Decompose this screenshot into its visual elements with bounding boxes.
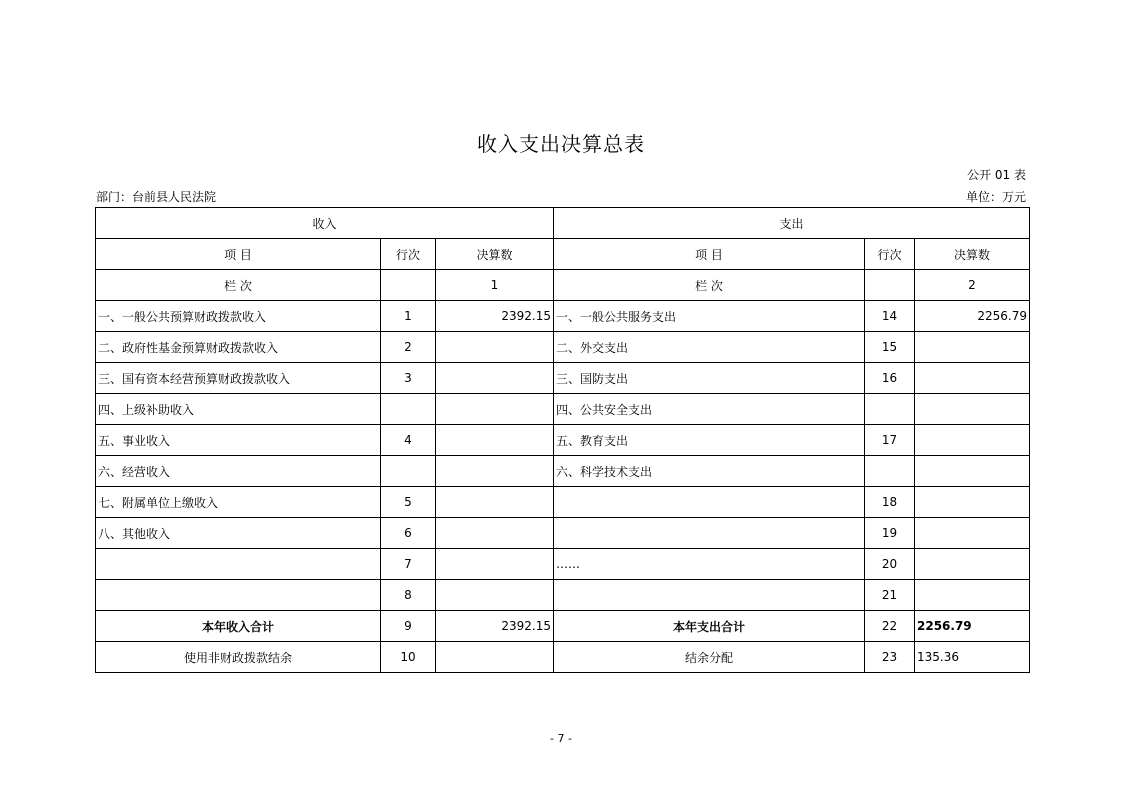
income-row-no-cell: 7: [381, 549, 436, 580]
expense-row-no-cell: [865, 394, 915, 425]
income-amount-cell: [436, 332, 554, 363]
income-item-cell: 四、上级补助收入: [96, 394, 381, 425]
table-row: [96, 549, 1030, 580]
expense-amount-cell: [915, 518, 1030, 549]
expense-row-no-cell: 20: [865, 549, 915, 580]
expense-amount-cell: [915, 394, 1030, 425]
expense-row-no-cell: 21: [865, 580, 915, 611]
income-row-no-cell: 2: [381, 332, 436, 363]
income-column-index-blank: [381, 270, 436, 301]
table-row: [96, 580, 1030, 611]
income-amount-cell: 2392.15: [436, 301, 554, 332]
table-row: [96, 363, 1030, 394]
balance-distribution-label: 结余分配: [554, 642, 865, 673]
unit-label: 单位：万元: [965, 190, 1026, 204]
income-amount-cell: [436, 425, 554, 456]
expense-row-no-cell: 18: [865, 487, 915, 518]
column-index-row: [96, 270, 1030, 301]
income-item-cell: [96, 580, 381, 611]
income-total-amount: 2392.15: [436, 611, 554, 642]
form-number: 公开 01 表: [967, 168, 1026, 182]
total-row: [96, 611, 1030, 642]
table-row: [96, 394, 1030, 425]
expense-section-header: 支出: [554, 208, 1030, 239]
income-amount-cell: [436, 394, 554, 425]
expense-amount-cell: [915, 549, 1030, 580]
expense-amount-cell: [915, 580, 1030, 611]
income-amount-cell: [436, 363, 554, 394]
income-amount-header: 决算数: [436, 239, 554, 270]
non-fiscal-balance-amount: [436, 642, 554, 673]
income-row-no-cell: 6: [381, 518, 436, 549]
section-header-row: [96, 208, 1030, 239]
income-item-cell: [96, 549, 381, 580]
column-header-row: [96, 239, 1030, 270]
expense-total-amount: 2256.79: [915, 611, 1030, 642]
expense-item-cell: 二、外交支出: [554, 332, 865, 363]
income-column-number: 1: [436, 270, 554, 301]
expense-item-cell: 三、国防支出: [554, 363, 865, 394]
balance-row: [96, 642, 1030, 673]
expense-row-no-header: 行次: [865, 239, 915, 270]
income-row-no-cell: [381, 456, 436, 487]
income-amount-cell: [436, 456, 554, 487]
expense-item-cell: ……: [554, 549, 865, 580]
income-item-cell: 五、事业收入: [96, 425, 381, 456]
income-item-header: 项 目: [96, 239, 381, 270]
expense-amount-cell: [915, 487, 1030, 518]
table-row: [96, 301, 1030, 332]
expense-row-no-cell: 16: [865, 363, 915, 394]
non-fiscal-balance-label: 使用非财政拨款结余: [96, 642, 381, 673]
income-item-cell: 三、国有资本经营预算财政拨款收入: [96, 363, 381, 394]
income-item-cell: 六、经营收入: [96, 456, 381, 487]
income-section-header: 收入: [96, 208, 554, 239]
income-row-no-cell: 8: [381, 580, 436, 611]
department-label: 部门：台前县人民法院: [96, 190, 217, 204]
income-item-cell: 八、其他收入: [96, 518, 381, 549]
non-fiscal-balance-row-no: 10: [381, 642, 436, 673]
expense-row-no-cell: 17: [865, 425, 915, 456]
income-item-cell: 二、政府性基金预算财政拨款收入: [96, 332, 381, 363]
expense-row-no-cell: 15: [865, 332, 915, 363]
income-column-index-label: 栏 次: [96, 270, 381, 301]
expense-column-number: 2: [915, 270, 1030, 301]
income-row-no-cell: [381, 394, 436, 425]
table-row: [96, 332, 1030, 363]
expense-total-label: 本年支出合计: [554, 611, 865, 642]
income-total-row-no: 9: [381, 611, 436, 642]
income-amount-cell: [436, 580, 554, 611]
expense-row-no-cell: 19: [865, 518, 915, 549]
expense-amount-cell: [915, 456, 1030, 487]
expense-amount-cell: 2256.79: [915, 301, 1030, 332]
income-amount-cell: [436, 549, 554, 580]
income-row-no-cell: 5: [381, 487, 436, 518]
income-amount-cell: [436, 487, 554, 518]
expense-item-cell: [554, 487, 865, 518]
expense-amount-cell: [915, 363, 1030, 394]
table-row: [96, 518, 1030, 549]
expense-item-cell: 四、公共安全支出: [554, 394, 865, 425]
table-row: [96, 487, 1030, 518]
balance-distribution-row-no: 23: [865, 642, 915, 673]
expense-column-index-label: 栏 次: [554, 270, 865, 301]
expense-item-header: 项 目: [554, 239, 865, 270]
income-row-no-header: 行次: [381, 239, 436, 270]
expense-amount-header: 决算数: [915, 239, 1030, 270]
expense-item-cell: [554, 518, 865, 549]
expense-column-index-blank: [865, 270, 915, 301]
income-expense-table: [95, 207, 1030, 673]
expense-item-cell: [554, 580, 865, 611]
table-row: [96, 456, 1030, 487]
income-row-no-cell: 4: [381, 425, 436, 456]
expense-amount-cell: [915, 332, 1030, 363]
income-row-no-cell: 1: [381, 301, 436, 332]
expense-amount-cell: [915, 425, 1030, 456]
expense-total-row-no: 22: [865, 611, 915, 642]
income-row-no-cell: 3: [381, 363, 436, 394]
expense-row-no-cell: [865, 456, 915, 487]
expense-item-cell: 六、科学技术支出: [554, 456, 865, 487]
income-item-cell: 一、一般公共预算财政拨款收入: [96, 301, 381, 332]
balance-distribution-amount: 135.36: [915, 642, 1030, 673]
expense-row-no-cell: 14: [865, 301, 915, 332]
page-title: 收入支出决算总表: [477, 132, 645, 156]
page-number: - 7 -: [550, 732, 572, 745]
income-total-label: 本年收入合计: [96, 611, 381, 642]
income-amount-cell: [436, 518, 554, 549]
income-item-cell: 七、附属单位上缴收入: [96, 487, 381, 518]
expense-item-cell: 五、教育支出: [554, 425, 865, 456]
table-row: [96, 425, 1030, 456]
expense-item-cell: 一、一般公共服务支出: [554, 301, 865, 332]
